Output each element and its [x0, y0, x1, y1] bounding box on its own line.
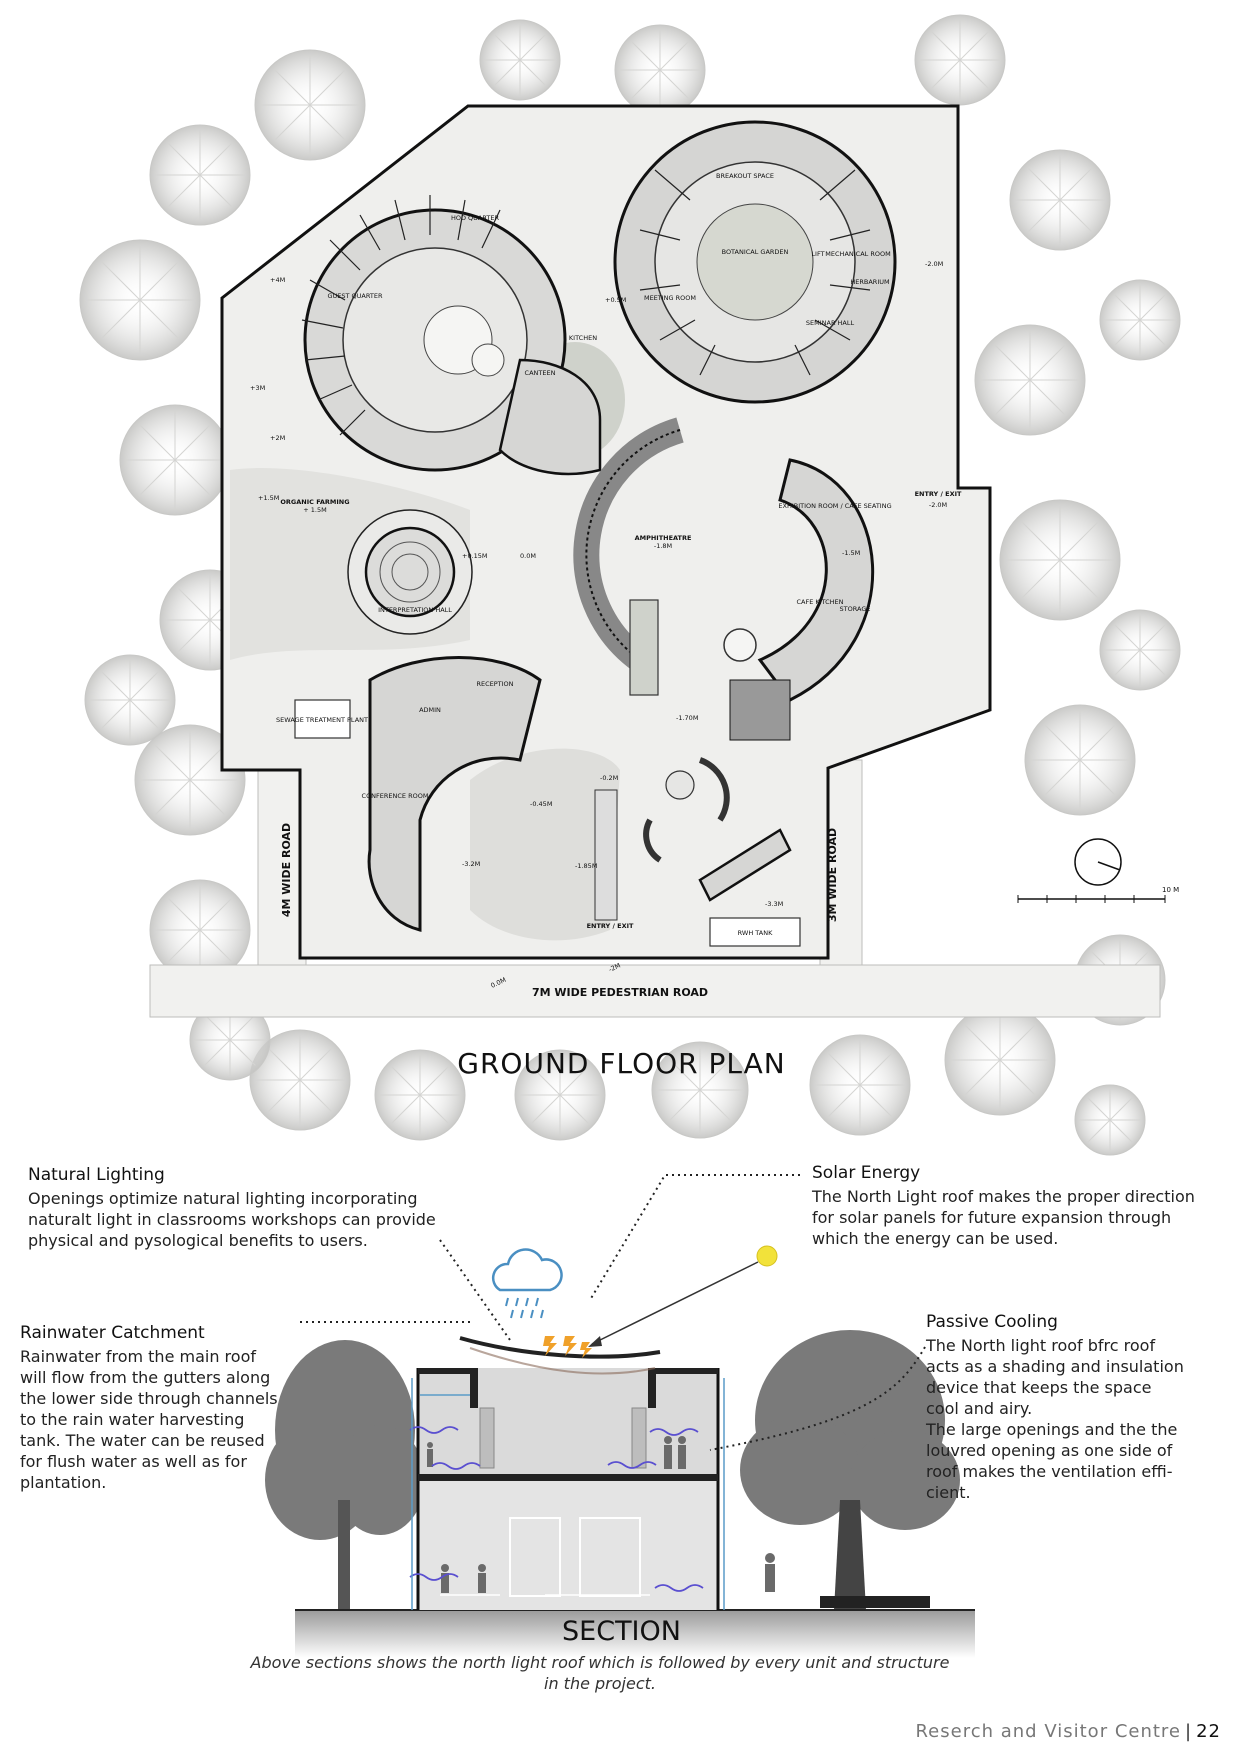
east-level-label: -2.0M [928, 501, 948, 509]
note-line: tank. The water can be reused [20, 1431, 265, 1450]
passive-cooling-body [926, 1335, 1184, 1503]
note-line: cool and airy. [926, 1399, 1033, 1418]
rainwater-body [20, 1346, 278, 1493]
botanical-garden-label: BOTANICAL GARDEN [721, 248, 789, 256]
footer-title: Reserch and Visitor Centre [915, 1721, 1182, 1742]
guest-quarter-label: GUEST QUARTER [327, 292, 383, 300]
note-line: plantation. [20, 1473, 107, 1492]
seminar-hall-label: SEMINAR HALL [805, 319, 855, 327]
west-road-label: 4M WIDE ROAD [280, 822, 293, 918]
note-line: for flush water as well as for [20, 1452, 247, 1471]
solar-energy-body [812, 1186, 1195, 1249]
footer-separator: | [1185, 1721, 1193, 1742]
north-arrow [1075, 839, 1121, 885]
mechanical-room-label: MECHANICAL ROOM [825, 250, 891, 258]
plan-title: GROUND FLOOR PLAN [457, 1047, 786, 1080]
research-cluster [615, 122, 895, 402]
level-mark: -1.5M [842, 549, 861, 557]
note-line: Openings optimize natural lighting incorporating [28, 1189, 418, 1208]
section-title: SECTION [562, 1616, 681, 1647]
note-line: louvred opening as one side of [926, 1441, 1173, 1460]
note-line: Rainwater from the main roof [20, 1347, 256, 1366]
passive-cooling-title: Passive Cooling [926, 1312, 1058, 1332]
rain-cloud-icon [493, 1250, 561, 1318]
level-mark: -0.2M [600, 774, 619, 782]
cafe-kitchen-label: CAFE KITCHEN [796, 598, 844, 606]
organic-farming-level: + 1.5M [303, 506, 327, 514]
note-line: to the rain water harvesting [20, 1410, 245, 1429]
natural-lighting-body [28, 1188, 436, 1251]
hod-quarter-label: HOD QUARTER [450, 214, 500, 222]
note-line: physical and pysological benefits to users. [28, 1231, 368, 1250]
note-line: The large openings and the the [926, 1420, 1178, 1439]
note-line: The North light roof bfrc roof [926, 1336, 1156, 1355]
amphitheatre-label: AMPHITHEATRE [634, 534, 692, 542]
note-line: will flow from the gutters along [20, 1368, 271, 1387]
sun-ray-arrow [592, 1262, 758, 1344]
level-mark: 0.0M [489, 975, 508, 990]
level-mark: -1.85M [575, 862, 598, 870]
page-footer [915, 1721, 1221, 1742]
level-mark: -2M [607, 961, 622, 974]
herbarium-label: HERBARIUM [850, 278, 890, 286]
sewage-label: SEWAGE TREATMENT PLANT [276, 716, 368, 724]
level-mark: -3.2M [462, 860, 481, 868]
note-line: cient. [926, 1483, 971, 1502]
east-road-label: 3M WIDE ROAD [826, 827, 839, 923]
meeting-room-label: MEETING ROOM [643, 294, 697, 302]
level-mark: +0.15M [462, 552, 488, 560]
organic-farming-label: ORGANIC FARMING [280, 498, 350, 506]
note-line: acts as a shading and insulation [926, 1357, 1184, 1376]
level-mark: -2.0M [925, 260, 944, 268]
sun-icon [757, 1246, 777, 1266]
note-line: for solar panels for future expansion through [812, 1208, 1172, 1227]
level-mark: 0.0M [520, 552, 536, 560]
admin-label: ADMIN [419, 706, 441, 714]
level-mark: -1.70M [676, 714, 699, 722]
lift-label: LIFT [811, 250, 825, 258]
level-mark: -0.45M [530, 800, 553, 808]
entry-south-label: ENTRY / EXIT [586, 922, 634, 930]
interpretation-hall [348, 510, 472, 634]
breakout-space-label: BREAKOUT SPACE [716, 172, 774, 180]
canteen-label: CANTEEN [524, 369, 556, 377]
storage-label: STORAGE [839, 605, 871, 613]
amphitheatre-level: -1.8M [653, 542, 673, 550]
site-plan [80, 15, 1180, 1155]
rainwater-title: Rainwater Catchment [20, 1323, 205, 1343]
level-mark: +4M [270, 276, 286, 284]
page-number: 22 [1196, 1721, 1221, 1742]
section-caption: Above sections shows the north light roof which is followed by every unit and structure in the project. [250, 1653, 950, 1693]
section-building [410, 1338, 775, 1610]
scale-end-label: 10 M [1162, 886, 1180, 894]
level-mark: +1.5M [258, 494, 280, 502]
level-mark: +3M [250, 384, 266, 392]
note-line: device that keeps the space [926, 1378, 1152, 1397]
level-mark: -3.3M [765, 900, 784, 908]
note-line: naturalt light in classrooms workshops can provide [28, 1210, 436, 1229]
conference-label: CONFERENCE ROOM [361, 792, 429, 800]
level-mark: +0.5M [605, 296, 627, 304]
interpretation-hall-label: INTERPRETATION HALL [378, 606, 452, 614]
natural-lighting-title: Natural Lighting [28, 1165, 165, 1185]
exhibition-label: EXHIBITION ROOM / CAFE SEATING [778, 502, 892, 510]
reception-label: RECEPTION [476, 680, 514, 688]
note-line: which the energy can be used. [812, 1229, 1059, 1248]
entry-east-label: ENTRY / EXIT [914, 490, 962, 498]
sun-ray-arrowhead [588, 1336, 602, 1347]
note-line: roof makes the ventilation effi- [926, 1462, 1173, 1481]
rwh-tank-label: RWH TANK [737, 929, 773, 937]
kitchen-label: KITCHEN [568, 334, 598, 342]
note-line: the lower side through channels [20, 1389, 278, 1408]
section-tree-left [265, 1340, 425, 1620]
note-line: The North Light roof makes the proper direction [812, 1187, 1195, 1206]
solar-energy-title: Solar Energy [812, 1163, 921, 1183]
level-mark: +2M [270, 434, 286, 442]
scale-bar [1018, 886, 1179, 903]
south-road-label: 7M WIDE PEDESTRIAN ROAD [531, 986, 709, 999]
